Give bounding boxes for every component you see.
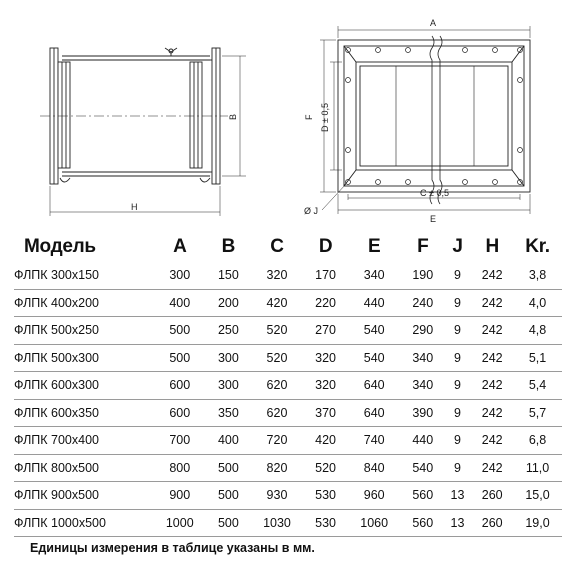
model-cell: ФЛПК 900х500 — [14, 482, 152, 510]
table-cell: 400 — [152, 289, 208, 317]
model-cell: ФЛПК 600х350 — [14, 399, 152, 427]
column-header: D — [318, 236, 333, 257]
table-cell: 540 — [402, 454, 444, 482]
table-cell: 500 — [152, 344, 208, 372]
table-cell: 620 — [249, 372, 305, 400]
table-cell: 242 — [471, 262, 513, 289]
column-header: B — [221, 236, 236, 257]
table-cell: 300 — [208, 344, 250, 372]
table-cell: 190 — [402, 262, 444, 289]
column-header: F — [417, 236, 429, 257]
side-view — [40, 48, 246, 216]
table-cell: 9 — [444, 372, 472, 400]
table-cell: 6,8 — [513, 427, 562, 455]
column-header: C — [270, 236, 284, 257]
column-header: A — [173, 236, 187, 257]
table-cell: 370 — [305, 399, 347, 427]
table-cell: 350 — [208, 399, 250, 427]
model-cell: ФЛПК 1000х500 — [14, 509, 152, 537]
table-cell: 240 — [402, 289, 444, 317]
dim-label-b: B — [228, 113, 238, 120]
table-cell: 1030 — [249, 509, 305, 537]
table-cell: 700 — [152, 427, 208, 455]
table-row — [14, 399, 562, 427]
table-row — [14, 454, 562, 482]
table-cell: 520 — [249, 344, 305, 372]
table-cell: 300 — [152, 262, 208, 289]
column-header: H — [485, 236, 499, 257]
column-header: Модель — [24, 236, 96, 257]
table-header-row — [14, 232, 562, 262]
table-cell: 560 — [402, 509, 444, 537]
dim-label-j: Ø J — [304, 206, 319, 216]
table-cell: 320 — [305, 372, 347, 400]
table-cell: 930 — [249, 482, 305, 510]
table-row — [14, 317, 562, 345]
table-cell: 500 — [208, 509, 250, 537]
table-row — [14, 482, 562, 510]
table-cell: 600 — [152, 399, 208, 427]
table-cell: 290 — [402, 317, 444, 345]
model-cell: ФЛПК 400х200 — [14, 289, 152, 317]
table-cell: 270 — [305, 317, 347, 345]
column-header: J — [452, 236, 463, 257]
table-cell: 320 — [305, 344, 347, 372]
table-cell: 9 — [444, 344, 472, 372]
table-cell: 390 — [402, 399, 444, 427]
table-cell: 15,0 — [513, 482, 562, 510]
table-cell: 242 — [471, 399, 513, 427]
table-cell: 242 — [471, 344, 513, 372]
column-header: Kr. — [525, 236, 550, 257]
table-cell: 5,7 — [513, 399, 562, 427]
table-cell: 150 — [208, 262, 250, 289]
table-cell: 640 — [346, 399, 402, 427]
table-cell: 340 — [402, 372, 444, 400]
model-cell: ФЛПК 600х300 — [14, 372, 152, 400]
table-cell: 1060 — [346, 509, 402, 537]
table-cell: 13 — [444, 482, 472, 510]
model-cell: ФЛПК 700х400 — [14, 427, 152, 455]
dim-label-h: H — [131, 202, 138, 212]
table-row — [14, 509, 562, 537]
model-cell: ФЛПК 300х150 — [14, 262, 152, 289]
table-row — [14, 344, 562, 372]
table-cell: 3,8 — [513, 262, 562, 289]
model-cell: ФЛПК 800х500 — [14, 454, 152, 482]
table-cell: 9 — [444, 399, 472, 427]
table-row — [14, 427, 562, 455]
table-row — [14, 372, 562, 400]
table-cell: 9 — [444, 289, 472, 317]
table-cell: 300 — [208, 372, 250, 400]
dim-label-e: E — [430, 214, 437, 224]
table-row — [14, 262, 562, 289]
table-cell: 960 — [346, 482, 402, 510]
table-cell: 420 — [249, 289, 305, 317]
table-cell: 5,1 — [513, 344, 562, 372]
front-view — [320, 26, 530, 214]
table-cell: 500 — [152, 317, 208, 345]
table-cell: 4,0 — [513, 289, 562, 317]
table-cell: 13 — [444, 509, 472, 537]
table-cell: 5,4 — [513, 372, 562, 400]
table-cell: 820 — [249, 454, 305, 482]
table-cell: 640 — [346, 372, 402, 400]
table-cell: 11,0 — [513, 454, 562, 482]
table-cell: 242 — [471, 289, 513, 317]
table-cell: 340 — [402, 344, 444, 372]
table-cell: 400 — [208, 427, 250, 455]
table-cell: 9 — [444, 454, 472, 482]
table-cell: 540 — [346, 317, 402, 345]
table-cell: 242 — [471, 427, 513, 455]
table-cell: 320 — [249, 262, 305, 289]
table-cell: 500 — [208, 482, 250, 510]
table-cell: 340 — [346, 262, 402, 289]
table-row — [14, 289, 562, 317]
table-cell: 242 — [471, 372, 513, 400]
table-cell: 4,8 — [513, 317, 562, 345]
table-cell: 170 — [305, 262, 347, 289]
table-cell: 260 — [471, 482, 513, 510]
table-cell: 530 — [305, 482, 347, 510]
dim-label-f: F — [304, 114, 314, 120]
table-cell: 9 — [444, 427, 472, 455]
table-cell: 800 — [152, 454, 208, 482]
table-cell: 560 — [402, 482, 444, 510]
table-cell: 260 — [471, 509, 513, 537]
units-footnote: Единицы измерения в таблице указаны в мм. — [30, 541, 315, 555]
table-cell: 250 — [208, 317, 250, 345]
table-cell: 530 — [305, 509, 347, 537]
table-cell: 500 — [208, 454, 250, 482]
table-cell: 740 — [346, 427, 402, 455]
table-cell: 720 — [249, 427, 305, 455]
spec-table — [14, 232, 562, 537]
table-cell: 19,0 — [513, 509, 562, 537]
dim-label-a: A — [430, 18, 437, 28]
table-cell: 600 — [152, 372, 208, 400]
table-cell: 9 — [444, 317, 472, 345]
table-cell: 1000 — [152, 509, 208, 537]
table-cell: 520 — [249, 317, 305, 345]
table-cell: 540 — [346, 344, 402, 372]
table-cell: 840 — [346, 454, 402, 482]
table-cell: 242 — [471, 317, 513, 345]
model-cell: ФЛПК 500х300 — [14, 344, 152, 372]
column-header: E — [367, 236, 381, 257]
model-cell: ФЛПК 500х250 — [14, 317, 152, 345]
table-cell: 420 — [305, 427, 347, 455]
table-cell: 900 — [152, 482, 208, 510]
table-cell: 220 — [305, 289, 347, 317]
table-cell: 520 — [305, 454, 347, 482]
table-cell: 440 — [402, 427, 444, 455]
dim-label-c: C ± 0,5 — [420, 188, 449, 198]
table-cell: 242 — [471, 454, 513, 482]
dim-label-d: D ± 0,5 — [320, 103, 330, 132]
table-cell: 440 — [346, 289, 402, 317]
table-cell: 620 — [249, 399, 305, 427]
table-cell: 9 — [444, 262, 472, 289]
technical-drawing — [0, 0, 577, 230]
table-cell: 200 — [208, 289, 250, 317]
